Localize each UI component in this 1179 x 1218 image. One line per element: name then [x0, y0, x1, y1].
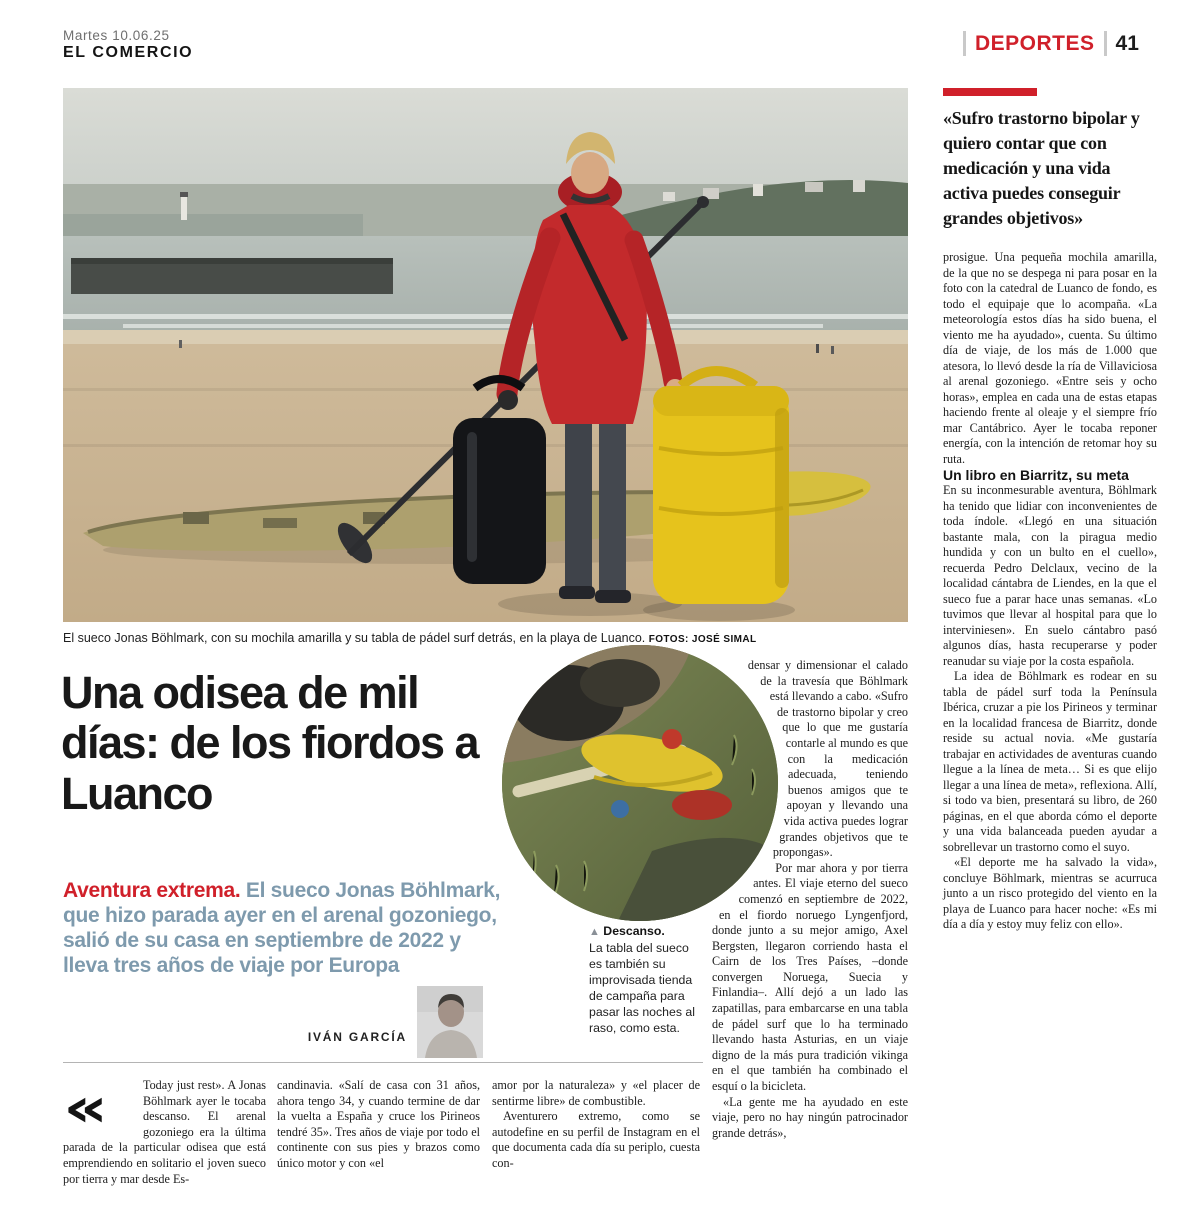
caption-text: El sueco Jonas Böhlmark, con su mochila amarilla y su tabla de pádel surf detrás, en la playa de Luanco. — [63, 631, 649, 645]
quote-accent-bar — [943, 88, 1037, 96]
drop-quote-icon: « — [63, 1076, 109, 1139]
paragraph: Por mar ahora y por tierra antes. El viaje eterno del sueco comenzó en septiembre de 2022, en el fiordo noruego Lyngenfjord, donde junto a su mejor amigo, Axel Bergsten, llegaron corriendo hasta el Cairn de los Tres Países, –donde convergen Noruega, Suecia y Finlandia–. Allí dejó a un lado las zapatillas, para embarcarse en una tabla de pádel surf que lo ha terminado llevando hasta Asturias, en un viaje digno de la más pura tradición vikinga en el que también ha combinado el esquí o la bicicleta. — [712, 860, 908, 1094]
paragraph: «El deporte me ha salvado la vida», concluye Böhlmark, mientras se acurruca junto a un risco protegido del viento en la playa de Luanco para hacer noche: «Es mi día a día y estoy muy feliz con ello». — [943, 855, 1157, 931]
newspaper-name: EL COMERCIO — [63, 44, 194, 61]
byline: IVÁN GARCÍA — [307, 1030, 407, 1044]
article-column-2 — [277, 1078, 480, 1172]
caption-text: La tabla del sueco es también su improvisada tienda de campaña para pasar las noches al raso, como esta. — [589, 941, 695, 1035]
standfirst-kicker: Aventura extrema. — [63, 879, 246, 902]
beach-scene-illustration — [63, 88, 908, 622]
paragraph: «La gente me ha ayudado en este viaje, pero no hay ningún patrocinador grande detrás», — [712, 1094, 908, 1140]
section-header — [963, 31, 1139, 56]
edition-date: Martes 10.06.25 — [63, 28, 170, 43]
paragraph: candinavia. «Salí de casa con 31 años, ahora tengo 34, y cuando termine de dar la vuelta a España y cruce los Pirineos tendré 35». Tres años de viaje por todo el continente con sus pies y brazos como único motor y con «el — [277, 1078, 480, 1170]
divider-rule — [63, 1062, 703, 1063]
section-divider-bar — [963, 31, 966, 56]
caption-triangle-icon: ▲ — [589, 926, 600, 938]
paragraph: Today just rest». A Jonas Böhlmark ayer le tocaba descanso. El arenal gozoniego era la última parada de la particular odisea que está emprendiendo en solitario el joven sueco por tierra y mar desde Es- — [63, 1078, 266, 1186]
main-photo-caption — [63, 631, 908, 645]
standfirst — [63, 878, 501, 978]
photo-credit: FOTOS: JOSÉ SIMAL — [648, 634, 757, 645]
paragraph: amor por la naturaleza» y «el placer de sentirme libre» de combustible. — [492, 1078, 700, 1108]
right-column-body — [943, 250, 1157, 933]
standfirst-text: El sueco Jonas Böhlmark, que hizo parada ayer en el arenal gozoniego, salió de su casa en septiembre de 2022 y lleva tres años de viaje por Europa — [63, 879, 501, 977]
paragraph: prosigue. Una pequeña mochila amarilla, de la que no se despega ni para posar en la foto con la catedral de Luanco de fondo, es todo el equipaje que lo acompaña. «La meteorología estos días ha sido buena, el viento me ha ayudado», cuenta. Su último día de viaje, de los más de 1.000 que atesora, lo llevó desde la ría de Villaviciosa al arenal gozoniego. «Entre seis y ocho horas», emplea en cada una de estas etapas haciendo frente al oleaje y el siempre frío mar Cantábrico. Ayer le tocaba reponer energía, con la intención de retomar hoy su ruta. — [943, 250, 1157, 466]
main-photo — [63, 88, 908, 622]
article-column-4 — [712, 658, 908, 1218]
paragraph: En su inconmesurable aventura, Böhlmark ha tenido que lidiar con inconvenientes de toda índole. «Llegó en una situación bastante mala, con la piragua medio hundida y con un bulto en el cuello», recuerda Pedro Delclaux, vecino de la localidad cántabra de Liendes, en la que el sueco fue a parar hace unas semanas. «Lo tuvimos que llevar al hospital para que lo interviniesen». En suelo cántabro pasó algunos días, hasta recuperarse y poder reanudar su viaje por la costa española. — [943, 483, 1157, 668]
article-column-1 — [63, 1078, 266, 1187]
author-portrait-illustration — [417, 986, 483, 1058]
column-subhead: Un libro en Biarritz, su meta — [943, 467, 1129, 483]
caption-lead: Descanso. — [599, 924, 665, 938]
paragraph: densar y dimensionar el calado de la travesía que Böhlmark está llevando a cabo. «Sufro de trastorno bipolar y creo que lo que me gustaría contarle al mundo es que con la medicación adecuada, teniendo buenos amigos que te apoyan y llevando una vida activa puedes lograr grandes objetivos que te propongas». — [747, 658, 908, 860]
inset-photo-caption — [589, 923, 702, 1036]
byline-photo — [417, 986, 483, 1058]
section-divider-bar — [1104, 31, 1107, 56]
paragraph: La idea de Böhlmark es rodear en su tabla de pádel surf toda la Península Ibérica, cruzar a pie los Pirineos y terminar en la localidad francesa de Biarritz, donde reside su actual novia. «Me gustaría trabajar en actividades de aventuras cuando llegue a la línea de meta… Si es que elijo llegar a una línea de meta», reflexiona. Allí, si todo va bien, presentará su libro, de 260 páginas, en el que aborda cómo el deporte y una vida balanceada pueden ayudar a sobrellevar un trastorno como el suyo. — [943, 669, 1157, 854]
paragraph: Aventurero extremo, como se autodefine en su perfil de Instagram en el que documenta cada día su periplo, cuesta con- — [492, 1109, 700, 1170]
headline: Una odisea de mil días: de los fiordos a Luanco — [61, 667, 479, 819]
article-column-3 — [492, 1078, 700, 1172]
page-number: 41 — [1115, 31, 1139, 55]
section-name: DEPORTES — [975, 31, 1095, 55]
pull-quote: «Sufro trastorno bipolar y quiero contar que con medicación y una vida activa puedes conseguir grandes objetivos» — [943, 108, 1140, 228]
